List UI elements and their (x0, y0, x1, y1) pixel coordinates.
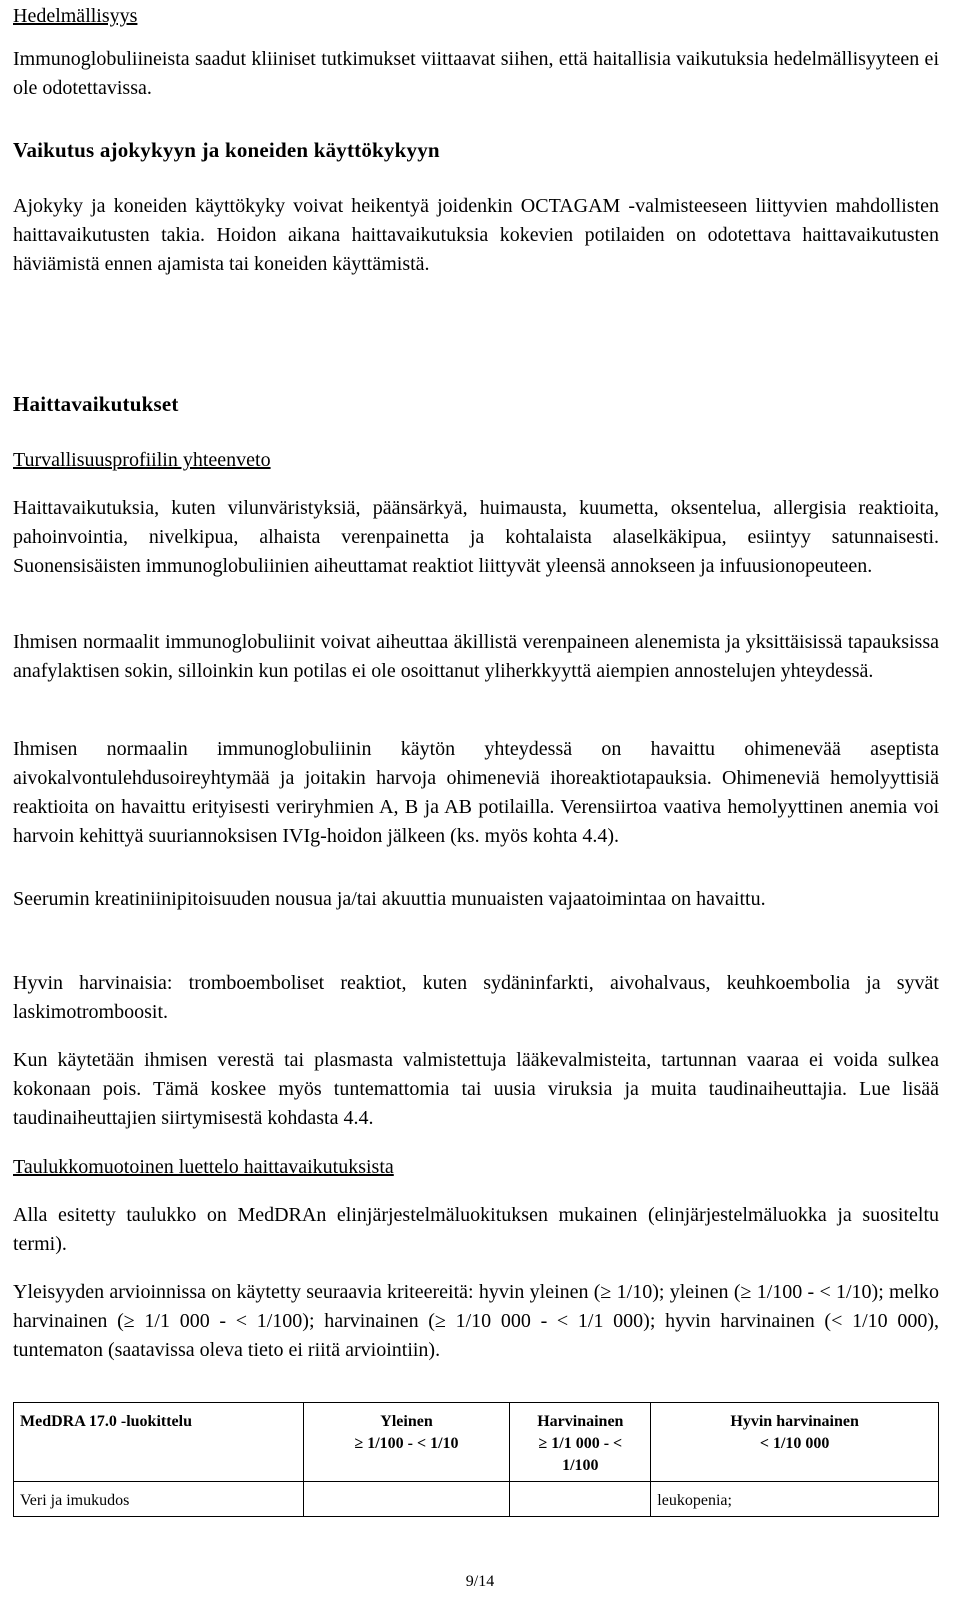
adverse-reactions-table (13, 1402, 939, 1517)
header-very-rare: Hyvin harvinainen < 1/10 000 (651, 1403, 939, 1482)
driving-heading: Vaikutus ajokykyyn ja koneiden käyttökykyyn (13, 138, 440, 162)
cell-soc: Veri ja imukudos (14, 1482, 304, 1517)
adverse-paragraph-4: Seerumin kreatiniinipitoisuuden nousua ja/tai akuuttia munuaisten vajaatoimintaa on havaittu. (13, 888, 766, 910)
page-number: 9/14 (465, 1573, 495, 1590)
adverse-paragraph-3: Ihmisen normaalin immunoglobuliinin käytön yhteydessä on havaittu ohimenevää aseptista aivokalvontulehdusoireyhtymää ja joitakin harvoja ohimeneviä ihoreaktiotapauksia. Ohimeneviä hemolyyttisiä reaktioita on havaittu erityisesti veriryhmien A, B ja AB potilailla. Verensiirtoa vaativa hemolyyttinen anemia voi harvoin kehittyä suuriannoksisen IVIg-hoidon jälkeen (ks. myös kohta 4.4). (13, 738, 939, 847)
cell-common (303, 1482, 510, 1517)
header-rare: Harvinainen ≥ 1/1 000 - < 1/100 (510, 1403, 651, 1482)
adverse-paragraph-6: Kun käytetään ihmisen verestä tai plasmasta valmistettuja lääkevalmisteita, tartunnan vaaraa ei voida sulkea kokonaan pois. Tämä koskee myös tuntemattomia tai uusia viruksia ja muita taudinaiheuttajia. Lue lisää taudinaiheuttajien siirtymisestä kohdasta 4.4. (13, 1049, 939, 1129)
adverse-heading: Haittavaikutukset (13, 392, 179, 416)
frequency-criteria-paragraph: Yleisyyden arvioinnissa on käytetty seuraavia kriteereitä: hyvin yleinen (≥ 1/10); yleinen (≥ 1/100 - < 1/10); melko harvinainen (≥ 1/1 000 - < 1/100); harvinainen (≥ 1/10 000 - < 1/1 000); hyvin harvinainen (< 1/10 000), tuntematon (saatavissa oleva tieto ei riitä arviointiin). (13, 1281, 939, 1361)
cell-very-rare: leukopenia; (651, 1482, 939, 1517)
adverse-paragraph-2: Ihmisen normaalit immunoglobuliinit voivat aiheuttaa äkillistä verenpaineen alenemista ja yksittäisissä tapauksissa anafylaktisen sokin, silloinkin kun potilas ei ole osoittanut yliherkkyyttä aiempien annostelujen yhteydessä. (13, 631, 939, 682)
tabulated-list-subheading: Taulukkomuotoinen luettelo haittavaikutuksista (13, 1156, 394, 1178)
driving-paragraph: Ajokyky ja koneiden käyttökyky voivat heikentyä joidenkin OCTAGAM -valmisteeseen liittyvien mahdollisten haittavaikutusten takia. Hoidon aikana haittavaikutuksia kokevien potilaiden on odotettava haittavaikutusten häviämistä ennen ajamista tai koneiden käyttämistä. (13, 195, 939, 275)
safety-summary-subheading: Turvallisuusprofiilin yhteenveto (13, 449, 271, 471)
table-header-row (14, 1403, 939, 1482)
cell-rare (510, 1482, 651, 1517)
fertility-heading: Hedelmällisyys (13, 5, 138, 27)
table-row (14, 1482, 939, 1517)
fertility-paragraph: Immunoglobuliineista saadut kliiniset tutkimukset viittaavat siihen, että haitallisia vaikutuksia hedelmällisyyteen ei ole odotettavissa. (13, 48, 939, 99)
header-meddra-classification: MedDRA 17.0 -luokittelu (14, 1403, 304, 1482)
header-common: Yleinen ≥ 1/100 - < 1/10 (303, 1403, 510, 1482)
adverse-paragraph-1: Haittavaikutuksia, kuten vilunväristyksiä, päänsärkyä, huimausta, kuumetta, oksentelua, allergisia reaktioita, pahoinvointia, nivelkipua, alhaista verenpainetta ja kohtalaista alaselkäkipua, esiintyy satunnaisesti. Suonensisäisten immunoglobuliinien aiheuttamat reaktiot liittyvät yleensä annokseen ja infuusionopeuteen. (13, 497, 939, 577)
table-intro-paragraph-1: Alla esitetty taulukko on MedDRAn elinjärjestelmäluokituksen mukainen (elinjärjestelmäluokka ja suositeltu termi). (13, 1204, 939, 1255)
adverse-paragraph-5: Hyvin harvinaisia: tromboemboliset reaktiot, kuten sydäninfarkti, aivohalvaus, keuhkoembolia ja syvät laskimotromboosit. (13, 972, 939, 1023)
